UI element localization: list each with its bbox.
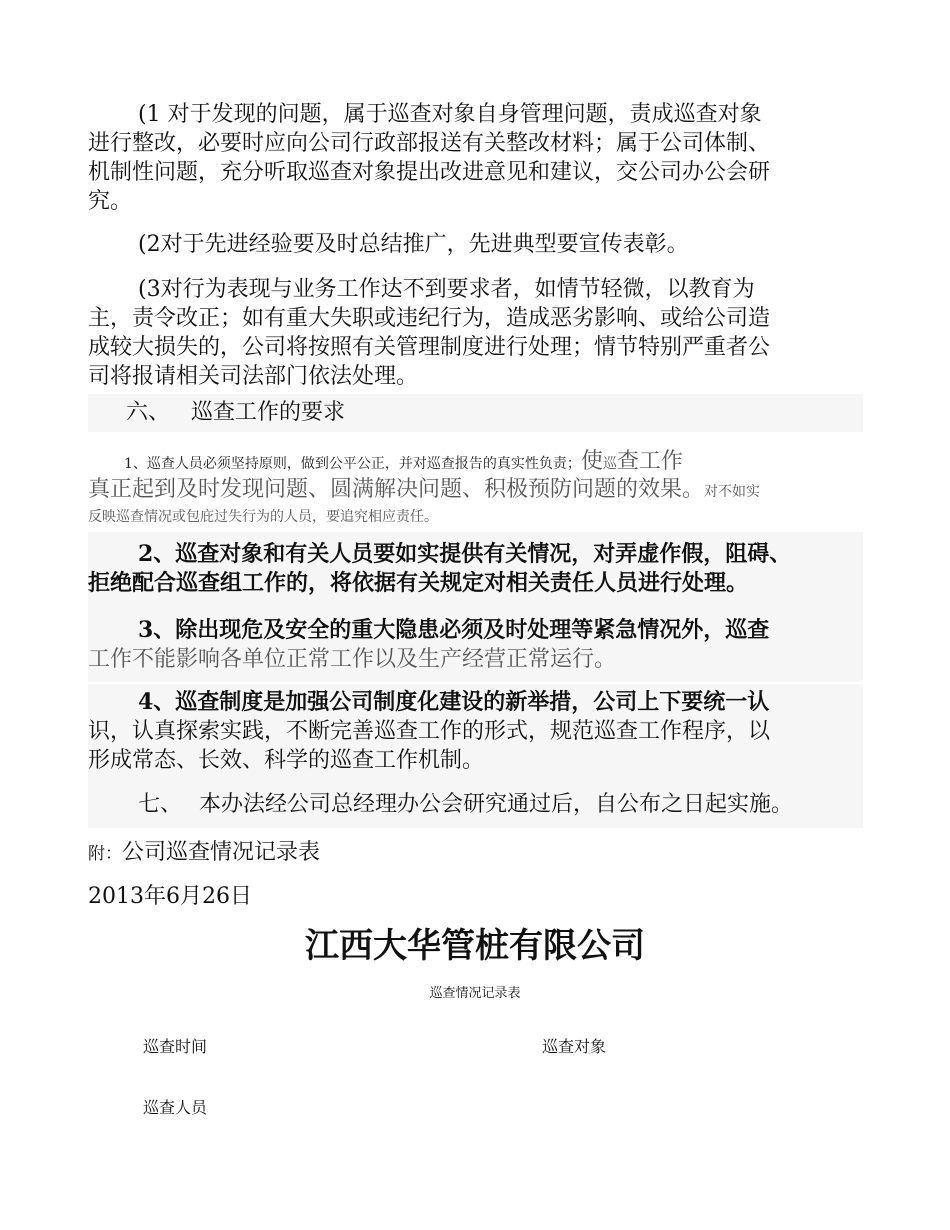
req1-text-a: 1、巡查人员必须坚持原则，做到公平公正，并对巡查报告的真实性负责；: [124, 456, 581, 472]
text-line: 究。: [88, 189, 133, 214]
attachment-line: [88, 838, 863, 869]
form-title: 巡查情况记录表: [429, 986, 521, 1001]
clause-3: [88, 275, 863, 391]
inspection-people-label: 巡查人员: [143, 1098, 208, 1117]
section-number: 七、: [138, 792, 183, 817]
section-text: 本办法经公司总经理办公会研究通过后，自公布之日起实施。: [199, 792, 794, 817]
section-7: [88, 782, 863, 828]
section-6-heading: [88, 394, 863, 432]
clause-2: [88, 230, 863, 259]
req1-text-f: 对不如实: [704, 484, 761, 500]
text-line: 进行整改，必要时应向公司行政部报送有关整改材料；属于公司体制、: [88, 131, 771, 156]
text-line: 工作不能影响各单位正常工作以及生产经营正常运行。: [88, 647, 617, 672]
text-line: 形成常态、长效、科学的巡查工作机制。: [88, 748, 485, 773]
section-number: 六、: [126, 400, 171, 425]
text-line: 拒绝配合巡查组工作的，将依据有关规定对相关责任人员进行处理。: [88, 570, 749, 596]
text-line: 主，责令改正；如有重大失职或违纪行为，造成恶劣影响、或给公司造: [88, 306, 771, 331]
clause-1: [88, 100, 863, 216]
req1-text-d: 查工作: [616, 449, 683, 474]
text-line: 识，认真探索实践，不断完善巡查工作的形式，规范巡查工作程序，以: [88, 719, 771, 744]
inspection-time-label: 巡查时间: [143, 1037, 208, 1056]
requirement-2: [88, 532, 863, 610]
text-line: 3、除出现危及安全的重大隐患必须及时处理等紧急情况外，巡查: [138, 617, 770, 643]
text-line: 机制性问题，充分听取巡查对象提出改进意见和建议，交公司办公会研: [88, 160, 771, 185]
section-title: 巡查工作的要求: [191, 400, 346, 425]
requirement-4: [88, 684, 863, 784]
text-line: (1 对于发现的问题，属于巡查对象自身管理问题，责成巡查对象: [138, 102, 762, 127]
inspection-target-label: 巡查对象: [542, 1037, 607, 1056]
attachment-text: 公司巡查情况记录表: [122, 840, 321, 865]
requirement-1: [88, 450, 863, 529]
req1-text-e: 真正起到及时发现问题、圆满解决问题、积极预防问题的效果。: [88, 477, 705, 502]
text-line: 2、巡查对象和有关人员要如实提供有关情况，对弄虚作假，阻碍、: [138, 541, 792, 567]
text-line: 司将报请相关司法部门依法处理。: [88, 364, 419, 389]
attachment-prefix: 附：: [88, 844, 122, 864]
text-line: 4、巡查制度是加强公司制度化建设的新举措，公司上下要统一认: [138, 689, 770, 715]
req1-text-b: 使: [580, 449, 603, 474]
req1-text-c: 巡: [602, 456, 617, 472]
company-name: 江西大华管桩有限公司: [305, 926, 645, 966]
text-line: (3对行为表现与业务工作达不到要求者，如情节轻微，以教育为: [138, 277, 755, 302]
req1-text-g: 反映巡查情况或包庇过失行为的人员，要追究相应责任。: [88, 509, 438, 525]
text-line: 成较大损失的，公司将按照有关管理制度进行处理；情节特别严重者公: [88, 335, 771, 360]
requirement-3: [88, 610, 863, 682]
text-line: (2对于先进经验要及时总结推广，先进典型要宣传表彰。: [138, 232, 689, 257]
document-date: 2013年6月26日: [88, 884, 252, 909]
